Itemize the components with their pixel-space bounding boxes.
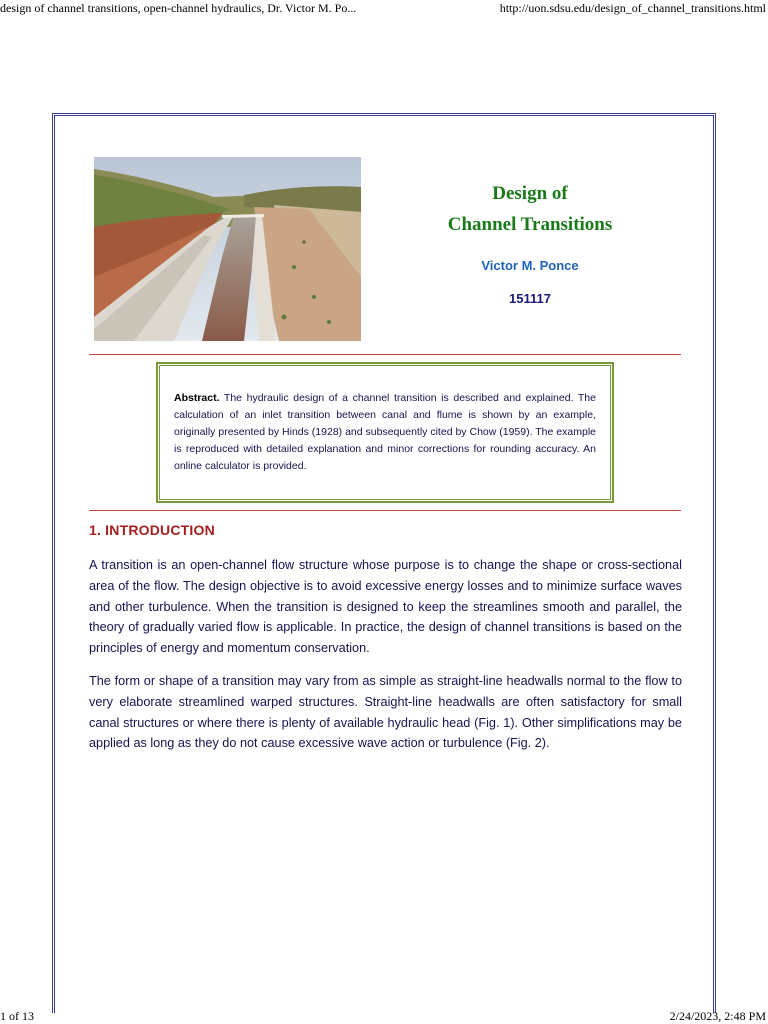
- intro-paragraph-2: The form or shape of a transition may vary from as simple as straight-line headwalls normal to the flow to very elaborate streamlined warped structures. Straight-line headwalls are often satisfactory for small canal structures or where there is plenty of available hydraulic head (Fig. 1). Other simplifications may be applied as long as they do not cause excessive wave action or turbulence (Fig. 2).: [89, 674, 682, 751]
- title-block: [400, 178, 660, 306]
- abstract-inner-border: [159, 365, 611, 500]
- divider-bottom: [89, 510, 681, 511]
- abstract-body: The hydraulic design of a channel transition is described and explained. The calculation of an inlet transition between canal and flume is shown by an example, originally presented by Hinds (1928) and subsequently cited by Chow (1959). The example is reproduced with detailed explanation and minor corrections for rounding accuracy. An online calculator is provided.: [174, 392, 596, 472]
- print-header-url: http://uon.sdsu.edu/design_of_channel_transitions.html: [499, 1, 766, 15]
- print-timestamp: 2/24/2023, 2:48 PM: [669, 1009, 766, 1023]
- print-header-title: design of channel transitions, open-channel hydraulics, Dr. Victor M. Po...: [0, 1, 357, 15]
- section-heading-introduction: 1. INTRODUCTION: [89, 522, 215, 538]
- abstract-label: Abstract.: [174, 392, 220, 404]
- author-name: Victor M. Ponce: [481, 258, 579, 273]
- page-count: 1 of 13: [0, 1009, 34, 1023]
- abstract-paragraph: [174, 390, 596, 475]
- abstract-box: [156, 362, 614, 503]
- title-line-2: Channel Transitions: [447, 214, 613, 235]
- document-number: 151117: [509, 291, 551, 306]
- intro-paragraph-1: A transition is an open-channel flow structure whose purpose is to change the shape or cross-sectional area of the flow. The design objective is to avoid excessive energy losses and to minimize surface waves and other turbulence. When the transition is designed to keep the streamlines smooth and parallel, the theory of gradually varied flow is applicable. In practice, the design of channel transitions is based on the principles of energy and momentum conservation.: [89, 558, 682, 656]
- divider-top: [89, 354, 681, 355]
- canal-photo: [94, 157, 361, 341]
- title-line-1: Design of: [492, 183, 568, 204]
